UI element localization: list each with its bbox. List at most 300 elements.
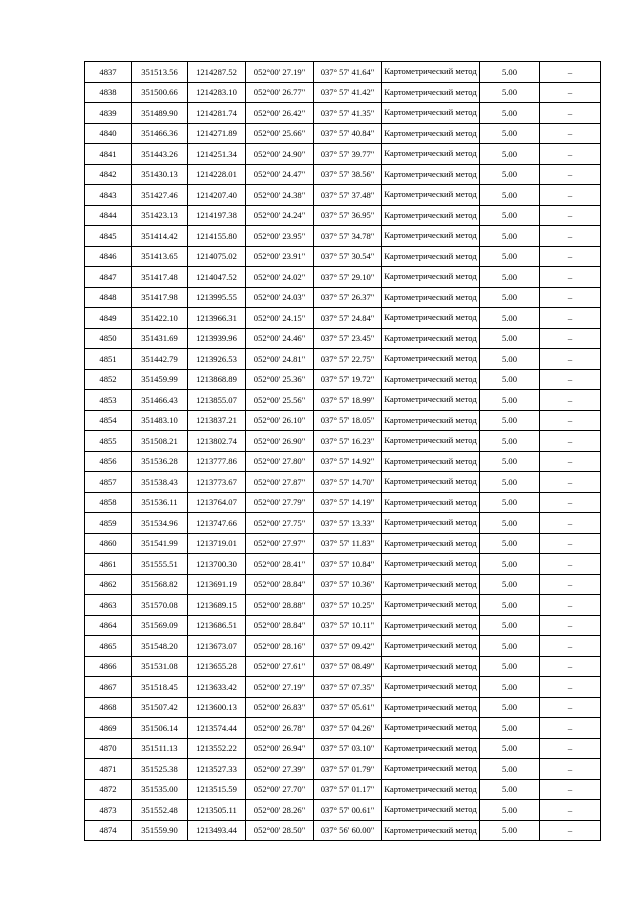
table-row	[85, 513, 601, 534]
note-cell: –	[540, 513, 601, 534]
point-number-cell: 4856	[85, 451, 132, 472]
table-row	[85, 410, 601, 431]
y-coordinate-cell: 1213802.74	[188, 431, 246, 452]
x-coordinate-cell: 351427.46	[132, 185, 188, 206]
longitude-cell: 037° 57' 13.33"	[314, 513, 382, 534]
accuracy-cell: 5.00	[480, 533, 540, 554]
method-cell: Картометрический метод	[382, 103, 480, 124]
note-cell: –	[540, 123, 601, 144]
note-cell: –	[540, 287, 601, 308]
note-cell: –	[540, 369, 601, 390]
accuracy-cell: 5.00	[480, 123, 540, 144]
y-coordinate-cell: 1213505.11	[188, 800, 246, 821]
x-coordinate-cell: 351506.14	[132, 718, 188, 739]
table-row	[85, 246, 601, 267]
x-coordinate-cell: 351417.98	[132, 287, 188, 308]
point-number-cell: 4864	[85, 615, 132, 636]
note-cell: –	[540, 390, 601, 411]
x-coordinate-cell: 351430.13	[132, 164, 188, 185]
method-cell: Картометрический метод	[382, 287, 480, 308]
note-cell: –	[540, 205, 601, 226]
table-row	[85, 574, 601, 595]
point-number-cell: 4857	[85, 472, 132, 493]
table-row	[85, 431, 601, 452]
x-coordinate-cell: 351536.28	[132, 451, 188, 472]
latitude-cell: 052°00' 24.03"	[246, 287, 314, 308]
accuracy-cell: 5.00	[480, 267, 540, 288]
method-cell: Картометрический метод	[382, 349, 480, 370]
note-cell: –	[540, 718, 601, 739]
note-cell: –	[540, 328, 601, 349]
x-coordinate-cell: 351466.36	[132, 123, 188, 144]
point-number-cell: 4871	[85, 759, 132, 780]
accuracy-cell: 5.00	[480, 472, 540, 493]
table-row	[85, 779, 601, 800]
latitude-cell: 052°00' 27.70"	[246, 779, 314, 800]
method-cell: Картометрический метод	[382, 82, 480, 103]
coordinates-table	[84, 61, 601, 841]
method-cell: Картометрический метод	[382, 615, 480, 636]
x-coordinate-cell: 351518.45	[132, 677, 188, 698]
latitude-cell: 052°00' 23.91"	[246, 246, 314, 267]
table-row	[85, 615, 601, 636]
accuracy-cell: 5.00	[480, 492, 540, 513]
longitude-cell: 037° 57' 41.64"	[314, 62, 382, 83]
y-coordinate-cell: 1213493.44	[188, 820, 246, 841]
table-row	[85, 390, 601, 411]
latitude-cell: 052°00' 24.15"	[246, 308, 314, 329]
x-coordinate-cell: 351431.69	[132, 328, 188, 349]
point-number-cell: 4874	[85, 820, 132, 841]
table-row	[85, 759, 601, 780]
x-coordinate-cell: 351423.13	[132, 205, 188, 226]
accuracy-cell: 5.00	[480, 656, 540, 677]
point-number-cell: 4862	[85, 574, 132, 595]
latitude-cell: 052°00' 24.81"	[246, 349, 314, 370]
method-cell: Картометрический метод	[382, 533, 480, 554]
note-cell: –	[540, 656, 601, 677]
x-coordinate-cell: 351507.42	[132, 697, 188, 718]
note-cell: –	[540, 820, 601, 841]
latitude-cell: 052°00' 26.90"	[246, 431, 314, 452]
table-row	[85, 308, 601, 329]
note-cell: –	[540, 62, 601, 83]
x-coordinate-cell: 351552.48	[132, 800, 188, 821]
accuracy-cell: 5.00	[480, 226, 540, 247]
table-row	[85, 492, 601, 513]
y-coordinate-cell: 1213700.30	[188, 554, 246, 575]
table-row	[85, 287, 601, 308]
y-coordinate-cell: 1214207.40	[188, 185, 246, 206]
x-coordinate-cell: 351534.96	[132, 513, 188, 534]
latitude-cell: 052°00' 24.02"	[246, 267, 314, 288]
method-cell: Картометрический метод	[382, 697, 480, 718]
method-cell: Картометрический метод	[382, 410, 480, 431]
y-coordinate-cell: 1214287.52	[188, 62, 246, 83]
longitude-cell: 037° 57' 19.72"	[314, 369, 382, 390]
note-cell: –	[540, 226, 601, 247]
latitude-cell: 052°00' 27.87"	[246, 472, 314, 493]
accuracy-cell: 5.00	[480, 410, 540, 431]
note-cell: –	[540, 410, 601, 431]
point-number-cell: 4849	[85, 308, 132, 329]
table-row	[85, 185, 601, 206]
longitude-cell: 037° 57' 16.23"	[314, 431, 382, 452]
table-row	[85, 82, 601, 103]
x-coordinate-cell: 351541.99	[132, 533, 188, 554]
note-cell: –	[540, 677, 601, 698]
latitude-cell: 052°00' 27.80"	[246, 451, 314, 472]
x-coordinate-cell: 351443.26	[132, 144, 188, 165]
point-number-cell: 4843	[85, 185, 132, 206]
x-coordinate-cell: 351568.82	[132, 574, 188, 595]
latitude-cell: 052°00' 26.83"	[246, 697, 314, 718]
point-number-cell: 4859	[85, 513, 132, 534]
note-cell: –	[540, 431, 601, 452]
accuracy-cell: 5.00	[480, 513, 540, 534]
y-coordinate-cell: 1213777.86	[188, 451, 246, 472]
point-number-cell: 4868	[85, 697, 132, 718]
note-cell: –	[540, 595, 601, 616]
method-cell: Картометрический метод	[382, 205, 480, 226]
x-coordinate-cell: 351535.00	[132, 779, 188, 800]
x-coordinate-cell: 351570.08	[132, 595, 188, 616]
y-coordinate-cell: 1213773.67	[188, 472, 246, 493]
y-coordinate-cell: 1213837.21	[188, 410, 246, 431]
latitude-cell: 052°00' 24.47"	[246, 164, 314, 185]
note-cell: –	[540, 472, 601, 493]
table-row	[85, 656, 601, 677]
table-row	[85, 554, 601, 575]
longitude-cell: 037° 57' 40.84"	[314, 123, 382, 144]
x-coordinate-cell: 351569.09	[132, 615, 188, 636]
accuracy-cell: 5.00	[480, 759, 540, 780]
latitude-cell: 052°00' 25.36"	[246, 369, 314, 390]
x-coordinate-cell: 351466.43	[132, 390, 188, 411]
accuracy-cell: 5.00	[480, 349, 540, 370]
method-cell: Картометрический метод	[382, 718, 480, 739]
point-number-cell: 4848	[85, 287, 132, 308]
method-cell: Картометрический метод	[382, 226, 480, 247]
latitude-cell: 052°00' 27.61"	[246, 656, 314, 677]
x-coordinate-cell: 351417.48	[132, 267, 188, 288]
y-coordinate-cell: 1213633.42	[188, 677, 246, 698]
accuracy-cell: 5.00	[480, 287, 540, 308]
longitude-cell: 037° 57' 14.92"	[314, 451, 382, 472]
x-coordinate-cell: 351422.10	[132, 308, 188, 329]
longitude-cell: 037° 57' 24.84"	[314, 308, 382, 329]
accuracy-cell: 5.00	[480, 369, 540, 390]
latitude-cell: 052°00' 26.77"	[246, 82, 314, 103]
y-coordinate-cell: 1213868.89	[188, 369, 246, 390]
method-cell: Картометрический метод	[382, 656, 480, 677]
x-coordinate-cell: 351442.79	[132, 349, 188, 370]
accuracy-cell: 5.00	[480, 164, 540, 185]
latitude-cell: 052°00' 24.46"	[246, 328, 314, 349]
latitude-cell: 052°00' 26.10"	[246, 410, 314, 431]
latitude-cell: 052°00' 23.95"	[246, 226, 314, 247]
longitude-cell: 037° 57' 10.36"	[314, 574, 382, 595]
longitude-cell: 037° 57' 14.19"	[314, 492, 382, 513]
method-cell: Картометрический метод	[382, 431, 480, 452]
accuracy-cell: 5.00	[480, 205, 540, 226]
longitude-cell: 037° 57' 00.61"	[314, 800, 382, 821]
point-number-cell: 4852	[85, 369, 132, 390]
table-row	[85, 226, 601, 247]
accuracy-cell: 5.00	[480, 451, 540, 472]
accuracy-cell: 5.00	[480, 144, 540, 165]
longitude-cell: 037° 56' 60.00"	[314, 820, 382, 841]
note-cell: –	[540, 349, 601, 370]
note-cell: –	[540, 144, 601, 165]
longitude-cell: 037° 57' 22.75"	[314, 349, 382, 370]
method-cell: Картометрический метод	[382, 246, 480, 267]
point-number-cell: 4860	[85, 533, 132, 554]
latitude-cell: 052°00' 28.41"	[246, 554, 314, 575]
longitude-cell: 037° 57' 08.49"	[314, 656, 382, 677]
accuracy-cell: 5.00	[480, 697, 540, 718]
longitude-cell: 037° 57' 01.17"	[314, 779, 382, 800]
accuracy-cell: 5.00	[480, 308, 540, 329]
table-row	[85, 144, 601, 165]
note-cell: –	[540, 103, 601, 124]
latitude-cell: 052°00' 24.38"	[246, 185, 314, 206]
latitude-cell: 052°00' 26.42"	[246, 103, 314, 124]
note-cell: –	[540, 574, 601, 595]
latitude-cell: 052°00' 26.78"	[246, 718, 314, 739]
x-coordinate-cell: 351508.21	[132, 431, 188, 452]
accuracy-cell: 5.00	[480, 103, 540, 124]
table-row	[85, 205, 601, 226]
accuracy-cell: 5.00	[480, 431, 540, 452]
latitude-cell: 052°00' 27.75"	[246, 513, 314, 534]
note-cell: –	[540, 697, 601, 718]
method-cell: Картометрический метод	[382, 164, 480, 185]
note-cell: –	[540, 308, 601, 329]
latitude-cell: 052°00' 27.19"	[246, 677, 314, 698]
x-coordinate-cell: 351538.43	[132, 472, 188, 493]
method-cell: Картометрический метод	[382, 554, 480, 575]
latitude-cell: 052°00' 28.26"	[246, 800, 314, 821]
y-coordinate-cell: 1214281.74	[188, 103, 246, 124]
longitude-cell: 037° 57' 41.35"	[314, 103, 382, 124]
method-cell: Картометрический метод	[382, 369, 480, 390]
longitude-cell: 037° 57' 18.05"	[314, 410, 382, 431]
longitude-cell: 037° 57' 41.42"	[314, 82, 382, 103]
longitude-cell: 037° 57' 38.56"	[314, 164, 382, 185]
point-number-cell: 4838	[85, 82, 132, 103]
longitude-cell: 037° 57' 37.48"	[314, 185, 382, 206]
method-cell: Картометрический метод	[382, 738, 480, 759]
latitude-cell: 052°00' 28.84"	[246, 615, 314, 636]
y-coordinate-cell: 1214197.38	[188, 205, 246, 226]
note-cell: –	[540, 451, 601, 472]
table-row	[85, 328, 601, 349]
point-number-cell: 4866	[85, 656, 132, 677]
latitude-cell: 052°00' 27.19"	[246, 62, 314, 83]
longitude-cell: 037° 57' 09.42"	[314, 636, 382, 657]
method-cell: Картометрический метод	[382, 185, 480, 206]
y-coordinate-cell: 1213686.51	[188, 615, 246, 636]
latitude-cell: 052°00' 27.79"	[246, 492, 314, 513]
y-coordinate-cell: 1214251.34	[188, 144, 246, 165]
table-row	[85, 738, 601, 759]
accuracy-cell: 5.00	[480, 800, 540, 821]
longitude-cell: 037° 57' 04.26"	[314, 718, 382, 739]
longitude-cell: 037° 57' 14.70"	[314, 472, 382, 493]
point-number-cell: 4851	[85, 349, 132, 370]
accuracy-cell: 5.00	[480, 62, 540, 83]
x-coordinate-cell: 351413.65	[132, 246, 188, 267]
longitude-cell: 037° 57' 29.10"	[314, 267, 382, 288]
table-row	[85, 267, 601, 288]
y-coordinate-cell: 1214283.10	[188, 82, 246, 103]
note-cell: –	[540, 779, 601, 800]
point-number-cell: 4842	[85, 164, 132, 185]
accuracy-cell: 5.00	[480, 677, 540, 698]
point-number-cell: 4837	[85, 62, 132, 83]
accuracy-cell: 5.00	[480, 328, 540, 349]
note-cell: –	[540, 492, 601, 513]
y-coordinate-cell: 1213574.44	[188, 718, 246, 739]
accuracy-cell: 5.00	[480, 738, 540, 759]
method-cell: Картометрический метод	[382, 820, 480, 841]
point-number-cell: 4872	[85, 779, 132, 800]
accuracy-cell: 5.00	[480, 246, 540, 267]
x-coordinate-cell: 351548.20	[132, 636, 188, 657]
note-cell: –	[540, 636, 601, 657]
longitude-cell: 037° 57' 30.54"	[314, 246, 382, 267]
y-coordinate-cell: 1214155.80	[188, 226, 246, 247]
method-cell: Картометрический метод	[382, 144, 480, 165]
x-coordinate-cell: 351500.66	[132, 82, 188, 103]
point-number-cell: 4853	[85, 390, 132, 411]
y-coordinate-cell: 1214271.89	[188, 123, 246, 144]
table-row	[85, 164, 601, 185]
coordinates-table-body	[85, 62, 601, 841]
method-cell: Картометрический метод	[382, 123, 480, 144]
y-coordinate-cell: 1213764.07	[188, 492, 246, 513]
accuracy-cell: 5.00	[480, 636, 540, 657]
longitude-cell: 037° 57' 05.61"	[314, 697, 382, 718]
accuracy-cell: 5.00	[480, 185, 540, 206]
method-cell: Картометрический метод	[382, 636, 480, 657]
accuracy-cell: 5.00	[480, 82, 540, 103]
accuracy-cell: 5.00	[480, 779, 540, 800]
accuracy-cell: 5.00	[480, 820, 540, 841]
latitude-cell: 052°00' 24.90"	[246, 144, 314, 165]
note-cell: –	[540, 759, 601, 780]
y-coordinate-cell: 1213966.31	[188, 308, 246, 329]
y-coordinate-cell: 1213673.07	[188, 636, 246, 657]
y-coordinate-cell: 1213855.07	[188, 390, 246, 411]
note-cell: –	[540, 82, 601, 103]
point-number-cell: 4854	[85, 410, 132, 431]
longitude-cell: 037° 57' 07.35"	[314, 677, 382, 698]
table-row	[85, 697, 601, 718]
note-cell: –	[540, 246, 601, 267]
method-cell: Картометрический метод	[382, 308, 480, 329]
point-number-cell: 4850	[85, 328, 132, 349]
note-cell: –	[540, 185, 601, 206]
longitude-cell: 037° 57' 39.77"	[314, 144, 382, 165]
point-number-cell: 4863	[85, 595, 132, 616]
point-number-cell: 4844	[85, 205, 132, 226]
y-coordinate-cell: 1213939.96	[188, 328, 246, 349]
table-row	[85, 451, 601, 472]
table-row	[85, 677, 601, 698]
longitude-cell: 037° 57' 03.10"	[314, 738, 382, 759]
latitude-cell: 052°00' 25.66"	[246, 123, 314, 144]
latitude-cell: 052°00' 27.97"	[246, 533, 314, 554]
table-row	[85, 595, 601, 616]
accuracy-cell: 5.00	[480, 390, 540, 411]
longitude-cell: 037° 57' 01.79"	[314, 759, 382, 780]
longitude-cell: 037° 57' 34.78"	[314, 226, 382, 247]
method-cell: Картометрический метод	[382, 62, 480, 83]
latitude-cell: 052°00' 27.39"	[246, 759, 314, 780]
accuracy-cell: 5.00	[480, 718, 540, 739]
point-number-cell: 4861	[85, 554, 132, 575]
table-row	[85, 369, 601, 390]
y-coordinate-cell: 1214047.52	[188, 267, 246, 288]
longitude-cell: 037° 57' 10.25"	[314, 595, 382, 616]
method-cell: Картометрический метод	[382, 451, 480, 472]
table-row	[85, 62, 601, 83]
point-number-cell: 4858	[85, 492, 132, 513]
x-coordinate-cell: 351536.11	[132, 492, 188, 513]
table-row	[85, 349, 601, 370]
longitude-cell: 037° 57' 10.84"	[314, 554, 382, 575]
longitude-cell: 037° 57' 26.37"	[314, 287, 382, 308]
latitude-cell: 052°00' 26.94"	[246, 738, 314, 759]
x-coordinate-cell: 351414.42	[132, 226, 188, 247]
point-number-cell: 4839	[85, 103, 132, 124]
table-row	[85, 800, 601, 821]
point-number-cell: 4840	[85, 123, 132, 144]
note-cell: –	[540, 554, 601, 575]
point-number-cell: 4855	[85, 431, 132, 452]
y-coordinate-cell: 1214228.01	[188, 164, 246, 185]
note-cell: –	[540, 267, 601, 288]
method-cell: Картометрический метод	[382, 472, 480, 493]
x-coordinate-cell: 351525.38	[132, 759, 188, 780]
table-row	[85, 636, 601, 657]
x-coordinate-cell: 351511.13	[132, 738, 188, 759]
table-row	[85, 103, 601, 124]
latitude-cell: 052°00' 24.24"	[246, 205, 314, 226]
x-coordinate-cell: 351513.56	[132, 62, 188, 83]
y-coordinate-cell: 1213995.55	[188, 287, 246, 308]
method-cell: Картометрический метод	[382, 267, 480, 288]
point-number-cell: 4841	[85, 144, 132, 165]
point-number-cell: 4847	[85, 267, 132, 288]
y-coordinate-cell: 1213926.53	[188, 349, 246, 370]
method-cell: Картометрический метод	[382, 759, 480, 780]
y-coordinate-cell: 1213691.19	[188, 574, 246, 595]
method-cell: Картометрический метод	[382, 800, 480, 821]
method-cell: Картометрический метод	[382, 492, 480, 513]
point-number-cell: 4865	[85, 636, 132, 657]
x-coordinate-cell: 351555.51	[132, 554, 188, 575]
note-cell: –	[540, 164, 601, 185]
y-coordinate-cell: 1213515.59	[188, 779, 246, 800]
point-number-cell: 4869	[85, 718, 132, 739]
y-coordinate-cell: 1213655.28	[188, 656, 246, 677]
longitude-cell: 037° 57' 36.95"	[314, 205, 382, 226]
x-coordinate-cell: 351489.90	[132, 103, 188, 124]
method-cell: Картометрический метод	[382, 677, 480, 698]
